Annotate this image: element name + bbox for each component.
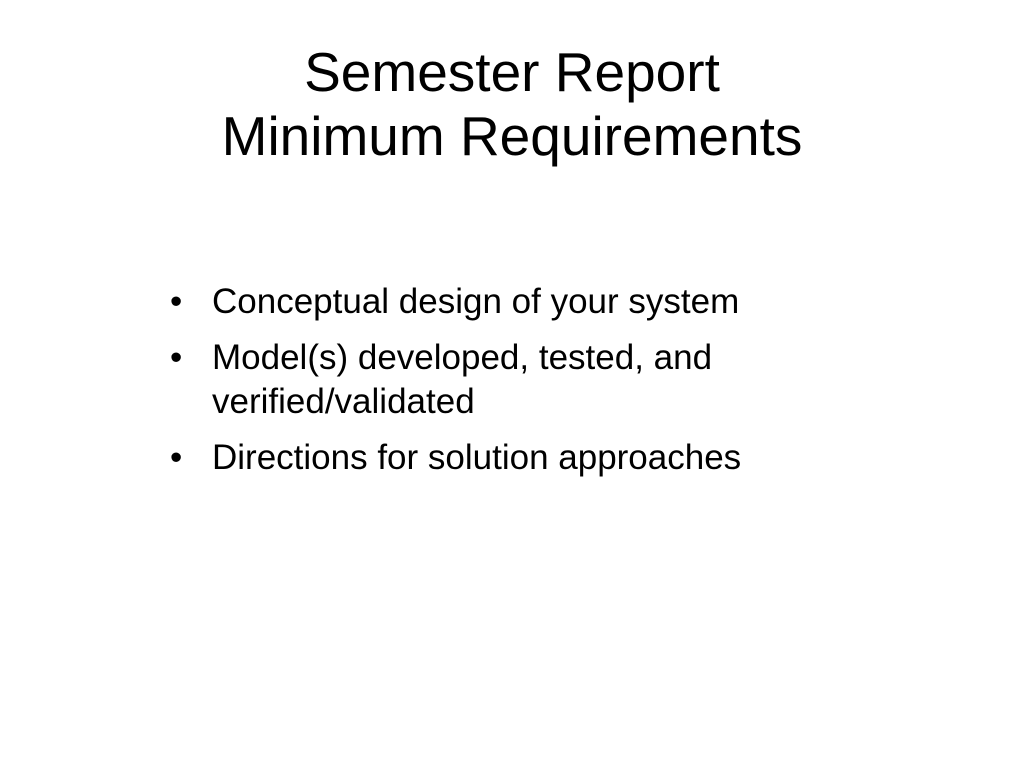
bullet-icon: •: [170, 338, 183, 377]
bullet-text: Conceptual design of your system: [212, 282, 740, 321]
bullet-item: [170, 436, 890, 480]
bullet-icon: •: [170, 282, 183, 321]
title-line-2: Minimum Requirements: [221, 105, 803, 167]
title-line-1: Semester Report: [304, 41, 720, 103]
bullet-text: Model(s) developed, tested, and verified/validated: [212, 338, 713, 421]
bullet-text: Directions for solution approaches: [212, 438, 742, 477]
bullet-item: [170, 336, 890, 424]
bullet-item: [170, 280, 890, 324]
bullet-list: [170, 280, 890, 492]
slide-title: [0, 40, 1024, 168]
bullet-icon: •: [170, 438, 183, 477]
